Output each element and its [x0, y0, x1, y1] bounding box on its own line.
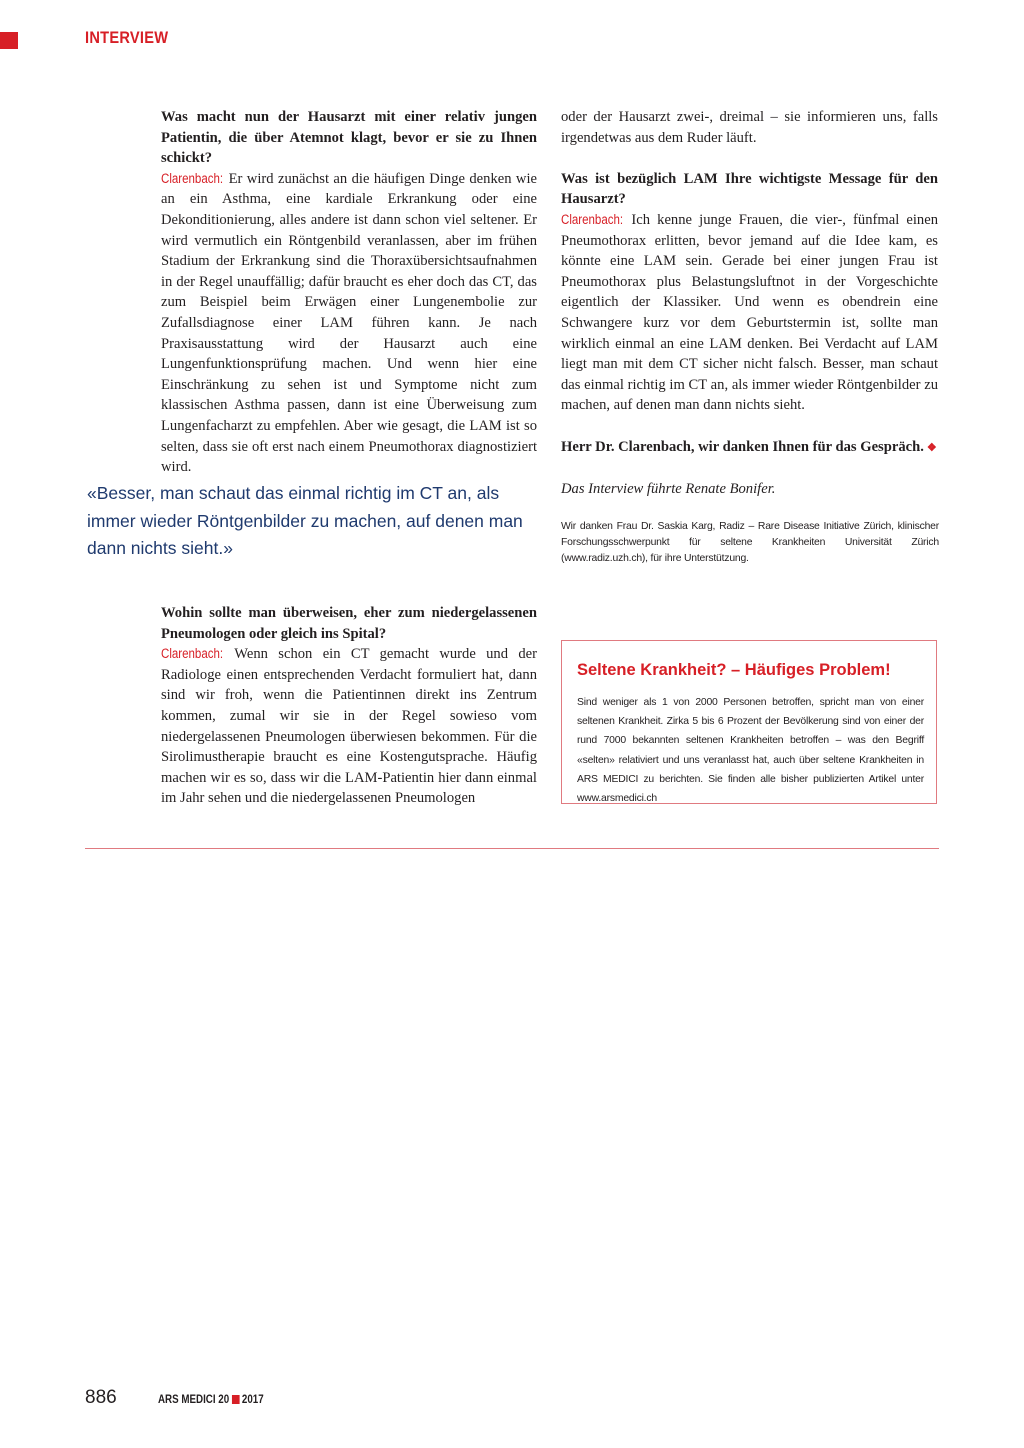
acknowledgement: Wir danken Frau Dr. Saskia Karg, Radiz – Rare Disease Initiative Zürich, klinischer Forschungsschwerpunkt für seltene Krankheiten Universität Zürich (www.radiz.uzh.ch), für ihre Unterstützung.	[561, 521, 939, 564]
answer-2	[161, 644, 537, 809]
answer-1	[161, 169, 537, 478]
journal-footer	[158, 1394, 264, 1406]
info-box-text: Sind weniger als 1 von 2000 Personen betroffen, spricht man von einer seltenen Krankheit. Zirka 5 bis 6 Prozent der Bevölkerung sind von einer der rund 7000 bekannten seltenen Krankheiten betroffen – was den Begriff «selten» relativiert und uns veranlasst hat, auch über seltene Krankheiten in ARS MEDICI zu berichten. Sie finden alle bisher publizierten Artikel unter www.arsmedici.ch	[577, 697, 924, 805]
byline: Das Interview führte Renate Bonifer.	[561, 480, 776, 497]
end-mark-icon: ❖	[926, 441, 937, 454]
answer-2-text: Wenn schon ein CT gemacht wurde und der Radiologe einen entsprechenden Verdacht formuliert hat, dann sind wir froh, wenn die Patientinnen direkt ins Zentrum kommen, zumal wir sie in der Regel sowieso vom niedergelassenen Pneumologen überwiesen bekommen. Für die Sirolimustherapie braucht es eine Kostengutsprache. Häufig machen wir es so, dass wir die LAM-Patientin hier dann einmal im Jahr sehen und die niedergelassenen Pneumologen	[161, 646, 537, 807]
question-1: Was macht nun der Hausarzt mit einer relativ jungen Patientin, die über Atemnot klagt, bevor er sie zu Ihnen schickt?	[161, 109, 537, 167]
journal-name: ARS MEDICI 20	[158, 1394, 230, 1406]
closing-line	[561, 437, 938, 459]
left-column-bottom	[161, 603, 537, 809]
info-box-title: Seltene Krankheit? – Häufiges Problem!	[577, 661, 891, 679]
speaker-label: Clarenbach:	[161, 170, 224, 186]
answer-3	[561, 210, 938, 416]
divider	[85, 848, 939, 849]
closing-text: Herr Dr. Clarenbach, wir danken Ihnen für das Gespräch.	[561, 438, 924, 455]
left-column-top	[161, 107, 537, 478]
answer-2-continued: oder der Hausarzt zwei-, dreimal – sie informieren uns, falls irgendetwas aus dem Ruder läuft.	[561, 109, 938, 146]
journal-year: 2017	[241, 1394, 264, 1406]
right-column	[561, 107, 938, 499]
answer-1-text: Er wird zunächst an die häufigen Dinge denken wie an ein Asthma, eine kardiale Erkrankung oder eine Dekonditionierung, alles andere ist dann schon viel seltener. Er wird vermutlich ein Röntgenbild veranlassen, aber im frühen Stadium der Erkrankung sind die Thoraxübersichtsaufnahmen in der Regel unauffällig; dafür braucht es eher doch das CT, das zum Beispiel beim Erwägen einer Lungenembolie zur Zufallsdiagnose einer LAM führen kann. Je nach Praxisausstattung wird der Hausarzt auch eine Lungenfunktionsprüfung machen. Und wenn hier eine Einschränkung zu sehen ist und Symptome nicht zum klassischen Asthma passen, dann ist eine Überweisung zum Lungenfacharzt zu empfehlen. Aber wie gesagt, die LAM ist so selten, dass sie oft erst nach einem Pneumothorax diagnostiziert wird.	[161, 170, 537, 476]
question-2: Wohin sollte man überweisen, eher zum niedergelassenen Pneumologen oder gleich ins Spital?	[161, 605, 537, 642]
section-label: INTERVIEW	[85, 28, 169, 47]
page-number: 886	[85, 1387, 117, 1408]
section-marker	[0, 32, 18, 49]
info-box	[561, 640, 937, 804]
question-3: Was ist bezüglich LAM Ihre wichtigste Message für den Hausarzt?	[561, 170, 938, 208]
speaker-label: Clarenbach:	[161, 646, 224, 662]
square-icon	[232, 1395, 240, 1404]
speaker-label: Clarenbach:	[561, 211, 624, 227]
pull-quote: «Besser, man schaut das einmal richtig im CT an, als immer wieder Röntgenbilder zu machen, auf denen man dann nichts sieht.»	[87, 483, 523, 558]
answer-3-text: Ich kenne junge Frauen, die vier-, fünfmal einen Pneumothorax erlitten, bevor jemand auf die Idee kam, es könnte eine LAM sein. Gerade bei einer jungen Frau ist Pneumothorax plus Belastungsluftnot in der Vorgeschichte eigentlich der Klassiker. Und wenn es obendrein eine Schwangere kurz vor dem Geburtstermin ist, sollte man wirklich einmal an eine LAM denken. Bei Verdacht auf LAM liegt man mit dem CT sicher nicht falsch. Besser, man schaut das einmal richtig im CT an, als immer wieder Röntgenbilder zu machen, auf denen man dann nichts sieht.	[561, 211, 938, 414]
